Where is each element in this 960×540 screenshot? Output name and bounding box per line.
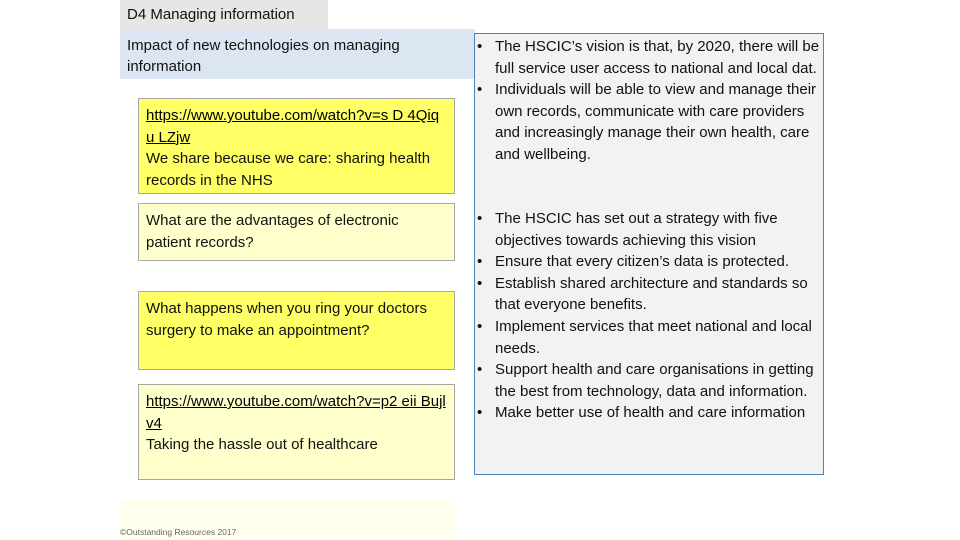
- list-item: • Support health and care organisations in getting the best from technology, data and information.: [477, 361, 814, 400]
- vision-list: [475, 36, 825, 166]
- list-item: • Individuals will be able to view and manage their own records, communicate with care providers and increasingly manage their own health, care and wellbeing.: [477, 81, 817, 163]
- bullet-icon: •: [477, 404, 483, 422]
- question-advantages: What are the advantages of electronic patient records?: [146, 212, 399, 251]
- video-card-hassle: [138, 384, 455, 480]
- bullet-icon: •: [477, 38, 483, 55]
- subtitle-bar: [120, 29, 475, 79]
- bullet-icon: •: [477, 274, 483, 292]
- bullet-icon: •: [477, 210, 483, 227]
- strategy-list: [475, 208, 825, 424]
- video-link-hassle[interactable]: https://www.youtube.com/watch?v=p2 eii Bujlv4: [146, 393, 446, 432]
- footer: [120, 500, 455, 540]
- list-item: • Establish shared architecture and standards so that everyone benefits.: [477, 274, 808, 314]
- question-card-appointment: [138, 291, 455, 370]
- bullet-icon: •: [477, 81, 483, 99]
- list-item: • Ensure that every citizen’s data is protected.: [475, 251, 825, 273]
- bullet-icon: •: [477, 253, 483, 271]
- list-item: • Make better use of health and care information: [475, 402, 825, 424]
- list-item: • Implement services that meet national and local needs.: [477, 317, 812, 357]
- video-caption-hassle: Taking the hassle out of healthcare: [146, 436, 378, 453]
- video-card-sharing-records: [138, 98, 455, 194]
- bullet-icon: •: [477, 317, 483, 335]
- copyright-text: ©Outstanding Resources 2017: [120, 527, 237, 537]
- bullet-icon: •: [477, 361, 483, 379]
- slide-subtitle: Impact of new technologies on managing information: [127, 37, 400, 75]
- slide-title-tab: [120, 0, 328, 29]
- hscic-info-panel: [474, 33, 824, 475]
- question-appointment: What happens when you ring your doctors surgery to make an appointment?: [146, 300, 427, 339]
- list-item: • The HSCIC’s vision is that, by 2020, there will be full service user access to national and local dat.: [477, 38, 820, 77]
- video-caption-sharing-records: We share because we care: sharing health records in the NHS: [146, 150, 431, 189]
- slide-title: D4 Managing information: [127, 6, 295, 23]
- question-card-advantages: [138, 203, 455, 261]
- video-link-sharing-records[interactable]: https://www.youtube.com/watch?v=s D 4Qiqu LZjw: [146, 107, 440, 146]
- list-item: • The HSCIC has set out a strategy with five objectives towards achieving this vision: [477, 210, 778, 249]
